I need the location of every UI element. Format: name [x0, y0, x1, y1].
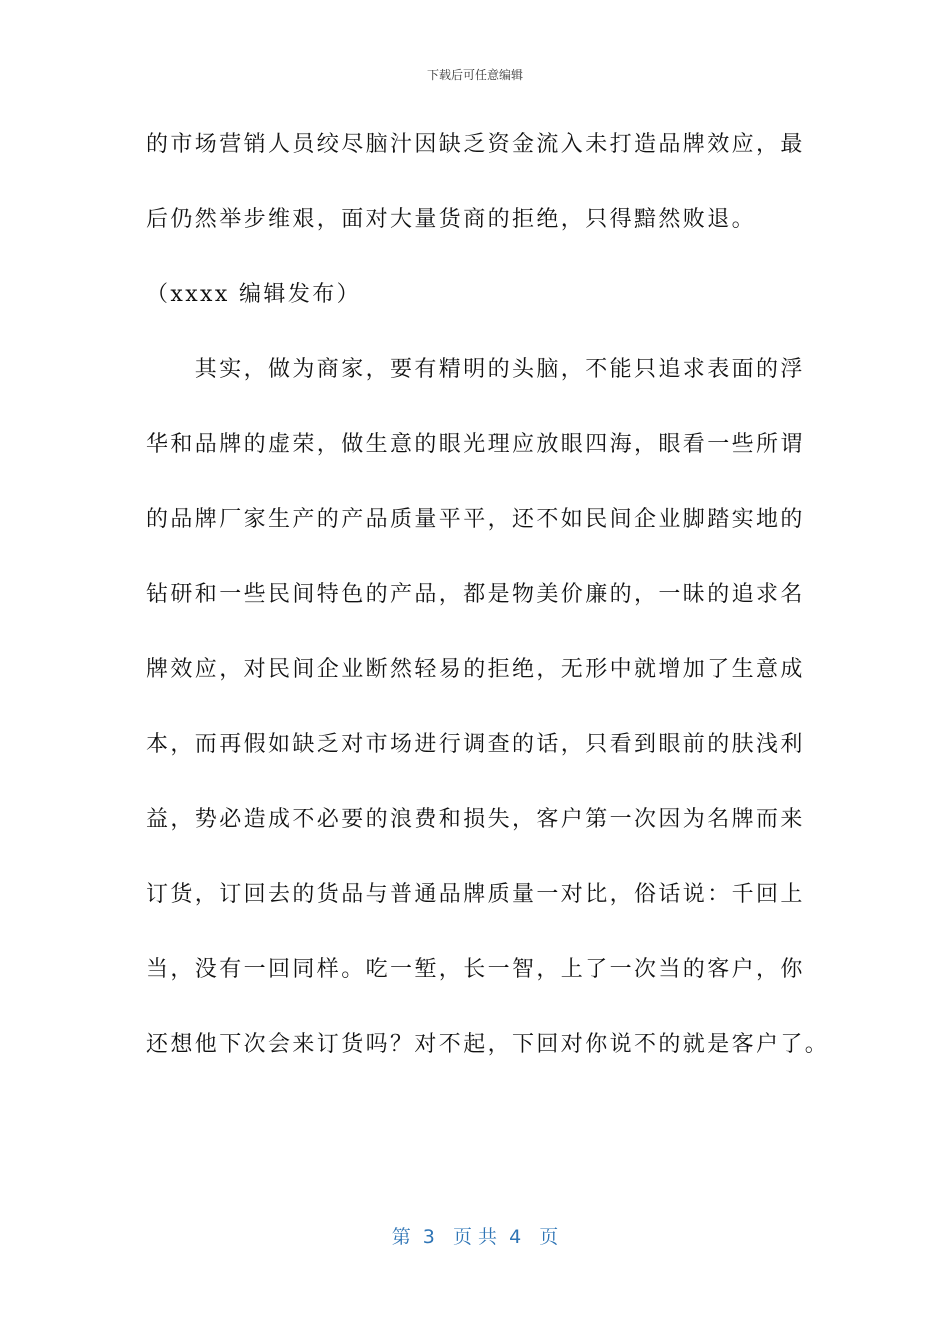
page-footer: 第 3 页 共 4 页 — [391, 1226, 559, 1248]
body-text — [146, 120, 830, 1095]
text-line-9: 本，而再假如缺乏对市场进行调查的话，只看到眼前的肤浅利 — [146, 732, 805, 757]
text-line-3: （xxxx 编辑发布） — [146, 282, 362, 307]
text-line-11: 订货，订回去的货品与普通品牌质量一对比，俗话说：千回上 — [146, 882, 805, 907]
text-line-5: 华和品牌的虚荣，做生意的眼光理应放眼四海，眼看一些所谓 — [146, 432, 805, 457]
text-line-12: 当，没有一回同样。吃一堑，长一智，上了一次当的客户，你 — [146, 957, 805, 982]
text-line-6: 的品牌厂家生产的产品质量平平，还不如民间企业脚踏实地的 — [146, 507, 805, 532]
text-line-13: 还想他下次会来订货吗？对不起，下回对你说不的就是客户了。 — [146, 1032, 830, 1057]
text-line-1: 的市场营销人员绞尽脑汁因缺乏资金流入未打造品牌效应，最 — [146, 132, 805, 157]
header-note: 下载后可任意编辑 — [426, 68, 523, 82]
text-line-2: 后仍然举步维艰，面对大量货商的拒绝，只得黯然败退。 — [146, 207, 757, 232]
text-line-4: 其实，做为商家，要有精明的头脑，不能只追求表面的浮 — [146, 357, 805, 382]
text-line-7: 钻研和一些民间特色的产品，都是物美价廉的，一昧的追求名 — [146, 582, 805, 607]
text-line-8: 牌效应，对民间企业断然轻易的拒绝，无形中就增加了生意成 — [146, 657, 805, 682]
text-line-10: 益，势必造成不必要的浪费和损失，客户第一次因为名牌而来 — [146, 807, 805, 832]
